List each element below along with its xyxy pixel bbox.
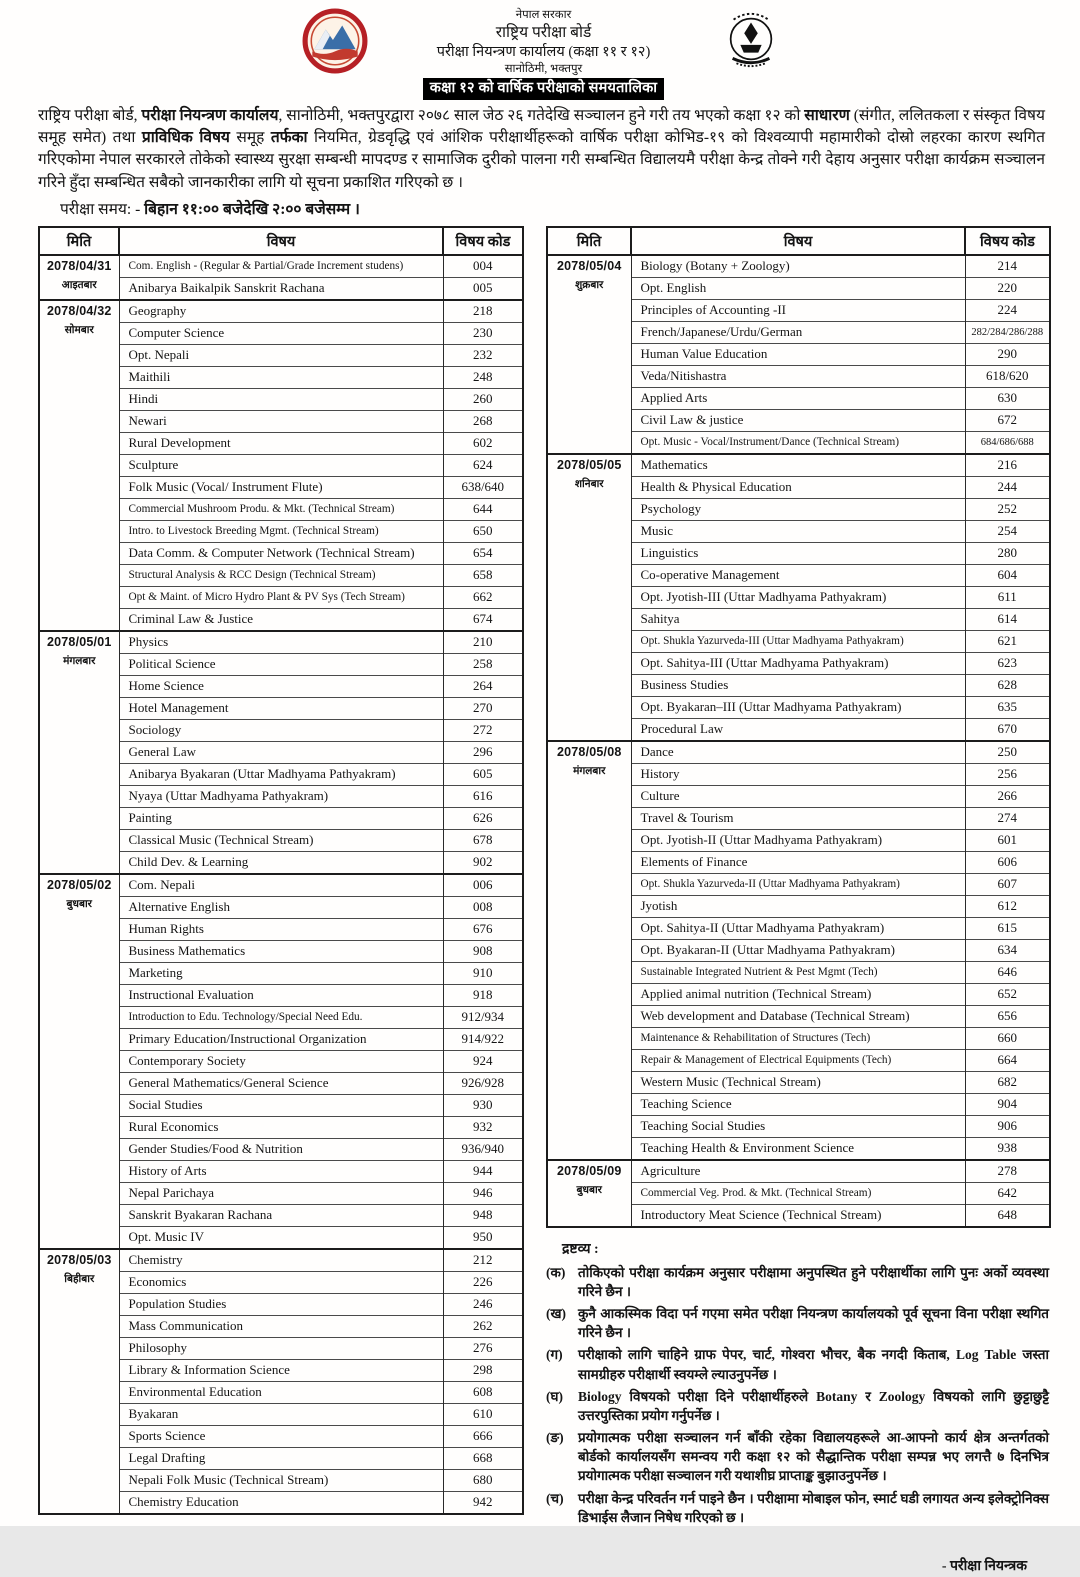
notes-list xyxy=(546,1263,1049,1527)
subject-cell: Instructional Evaluation xyxy=(119,984,443,1006)
neb-logo-icon xyxy=(302,8,368,74)
note-item xyxy=(546,1263,1049,1301)
subject-code-cell: 646 xyxy=(965,961,1050,983)
subject-code-cell: 214 xyxy=(965,255,1050,278)
subject-cell: Health & Physical Education xyxy=(631,476,965,498)
subject-code-cell: 258 xyxy=(443,653,523,675)
subject-code-cell: 610 xyxy=(443,1403,523,1425)
subject-code-cell: 624 xyxy=(443,454,523,476)
subject-cell: Criminal Law & Justice xyxy=(119,608,443,631)
table-row xyxy=(39,300,523,323)
note-label: (ग) xyxy=(546,1347,563,1363)
subject-code-cell: 601 xyxy=(965,829,1050,851)
subject-cell: Data Comm. & Computer Network (Technical Stream) xyxy=(119,542,443,564)
intro-bold-segment: प्राविधिक विषय xyxy=(141,129,230,147)
subject-cell: Gender Studies/Food & Nutrition xyxy=(119,1138,443,1160)
subject-cell: Opt. Sahitya-II (Uttar Madhyama Pathyakram) xyxy=(631,917,965,939)
subject-cell: Sculpture xyxy=(119,454,443,476)
note-text: प्रयोगात्मक परीक्षा सञ्चालन गर्न बाँकी रहेका विद्यालयहरूले आ-आफ्नो कार्य क्षेत्र अन्तर्गतको बोर्डको कार्यालयसँग समन्वय गरी कक्षा १२ को सैद्धान्तिक परीक्षा सम्पन्न भए लगत्तै ७ दिनभित्र प्रयोगात्मक परीक्षा सञ्चालन गरी यथाशीघ्र प्राप्ताङ्क बुझाउनुपर्नेछ । xyxy=(578,1430,1049,1484)
date-header: मिति xyxy=(39,227,119,255)
code-header: विषय कोड xyxy=(965,227,1050,255)
subject-code-cell: 230 xyxy=(443,322,523,344)
table-row xyxy=(547,1160,1050,1183)
note-text: कुनै आकस्मिक विदा पर्न गएमा समेत परीक्षा नियन्त्रण कार्यालयको पूर्व सूचना विना परीक्षा स्थगित गरिने छैन । xyxy=(578,1306,1049,1341)
subject-cell: Newari xyxy=(119,410,443,432)
exam-date: 2078/04/32 xyxy=(46,303,112,318)
exam-time-label: परीक्षा समय: - xyxy=(60,200,141,218)
subject-cell: Rural Economics xyxy=(119,1116,443,1138)
govt-emblem-icon xyxy=(720,8,782,70)
subject-code-cell: 906 xyxy=(965,1115,1050,1137)
subject-code-cell: 623 xyxy=(965,652,1050,674)
subject-cell: Commercial Veg. Prod. & Mkt. (Technical Stream) xyxy=(631,1182,965,1204)
subject-code-cell: 642 xyxy=(965,1182,1050,1204)
intro-paragraph xyxy=(38,105,1045,194)
subject-cell: Opt. Music IV xyxy=(119,1226,443,1249)
subject-code-cell: 614 xyxy=(965,608,1050,630)
subject-cell: Structural Analysis & RCC Design (Technical Stream) xyxy=(119,564,443,586)
subject-code-cell: 948 xyxy=(443,1204,523,1226)
subject-cell: Teaching Social Studies xyxy=(631,1115,965,1137)
subject-code-cell: 680 xyxy=(443,1469,523,1491)
table-header-row xyxy=(547,227,1050,255)
exam-time-line xyxy=(60,197,1045,219)
subject-code-cell: 936/940 xyxy=(443,1138,523,1160)
exam-weekday: आइतबार xyxy=(61,278,97,291)
subject-code-cell: 254 xyxy=(965,520,1050,542)
note-item xyxy=(546,1489,1049,1527)
subject-code-cell: 006 xyxy=(443,874,523,897)
subject-code-cell: 668 xyxy=(443,1447,523,1469)
table-row xyxy=(547,741,1050,764)
subject-cell: Alternative English xyxy=(119,896,443,918)
subject-code-cell: 666 xyxy=(443,1425,523,1447)
exam-weekday: शुक्रबार xyxy=(575,278,604,291)
note-label: (क) xyxy=(546,1264,566,1280)
subject-code-cell: 910 xyxy=(443,962,523,984)
subject-code-cell: 914/922 xyxy=(443,1028,523,1050)
subject-cell: Business Studies xyxy=(631,674,965,696)
subject-code-cell: 244 xyxy=(965,476,1050,498)
subject-cell: Population Studies xyxy=(119,1293,443,1315)
note-item xyxy=(546,1428,1049,1485)
note-text: तोकिएको परीक्षा कार्यक्रम अनुसार परीक्षामा अनुपस्थित हुने परीक्षार्थीका लागि पुनः अर्को व्यवस्था गरिने छैन । xyxy=(578,1264,1049,1299)
subject-cell: Business Mathematics xyxy=(119,940,443,962)
subject-code-cell: 621 xyxy=(965,630,1050,652)
code-header: विषय कोड xyxy=(443,227,523,255)
subject-cell: Com. English - (Regular & Partial/Grade Increment studens) xyxy=(119,255,443,278)
subject-code-cell: 611 xyxy=(965,586,1050,608)
subject-code-cell: 670 xyxy=(965,718,1050,741)
intro-bold-segment: परीक्षा नियन्त्रण कार्यालय xyxy=(141,106,279,124)
subject-code-cell: 282/284/286/288 xyxy=(965,321,1050,343)
subject-cell: Folk Music (Vocal/ Instrument Flute) xyxy=(119,476,443,498)
date-cell xyxy=(39,631,119,874)
subject-cell: Civil Law & justice xyxy=(631,409,965,431)
subject-cell: Dance xyxy=(631,741,965,764)
subject-code-cell: 226 xyxy=(443,1271,523,1293)
subject-header: विषय xyxy=(119,227,443,255)
subject-code-cell: 946 xyxy=(443,1182,523,1204)
subject-code-cell: 218 xyxy=(443,300,523,323)
subject-cell: Principles of Accounting -II xyxy=(631,299,965,321)
subject-code-cell: 274 xyxy=(965,807,1050,829)
subject-cell: Co-operative Management xyxy=(631,564,965,586)
exam-date: 2078/05/05 xyxy=(556,457,622,472)
subject-cell: Opt & Maint. of Micro Hydro Plant & PV Sys (Tech Stream) xyxy=(119,586,443,608)
subject-code-cell: 262 xyxy=(443,1315,523,1337)
subject-code-cell: 608 xyxy=(443,1381,523,1403)
subject-code-cell: 248 xyxy=(443,366,523,388)
notes-title: द्रष्टव्य : xyxy=(562,1241,599,1257)
subject-cell: Intro. to Livestock Breeding Mgmt. (Technical Stream) xyxy=(119,520,443,542)
subject-cell: Hindi xyxy=(119,388,443,410)
exam-weekday: मंगलबार xyxy=(63,654,96,667)
subject-code-cell: 618/620 xyxy=(965,365,1050,387)
subject-code-cell: 628 xyxy=(965,674,1050,696)
subject-cell: Political Science xyxy=(119,653,443,675)
schedule-tables xyxy=(38,226,1049,1577)
date-cell xyxy=(39,1249,119,1514)
office-address: सानोठिमी, भक्तपुर xyxy=(504,62,583,75)
note-label: (च) xyxy=(546,1490,564,1506)
subject-cell: Anibarya Byakaran (Uttar Madhyama Pathyakram) xyxy=(119,763,443,785)
intro-segment: नियमित, ग्रेडवृद्धि एवं आंशिक परीक्षार्थीहरूको वार्षिक परीक्षा कोभिड-१९ को विश्वव्यापी महामारीको दोस्रो लहरका कारण स्थगित गरिएकोमा नेपाल सरकारले तोकेको स्वास्थ्य सुरक्षा सम्बन्धी मापदण्ड र सामाजिक दुरीको पालना गरी सम्बन्धित विद्यालयमै परीक्षा केन्द्र तोक्ने गरी देहाय अनुसार परीक्षा कार्यक्रम सञ्चालन गरिने हुँदा सम्बन्धित सबैको जानकारीका लागि यो सूचना प्रकाशित गरिएको छ । xyxy=(38,129,1045,191)
note-text: Biology विषयको परीक्षा दिने परीक्षार्थीहरुले Botany र Zoology विषयको लागि छुट्टाछुट्टै उत्तरपुस्तिका प्रयोग गर्नुपर्नेछ । xyxy=(578,1388,1049,1423)
subject-cell: Byakaran xyxy=(119,1403,443,1425)
subject-cell: Child Dev. & Learning xyxy=(119,851,443,874)
subject-cell: Opt. Nepali xyxy=(119,344,443,366)
subject-header: विषय xyxy=(631,227,965,255)
subject-code-cell: 612 xyxy=(965,895,1050,917)
subject-cell: Agriculture xyxy=(631,1160,965,1183)
subject-code-cell: 260 xyxy=(443,388,523,410)
header-text-block xyxy=(394,8,694,100)
subject-code-cell: 266 xyxy=(965,785,1050,807)
subject-code-cell: 638/640 xyxy=(443,476,523,498)
subject-cell: Contemporary Society xyxy=(119,1050,443,1072)
note-item xyxy=(546,1304,1049,1342)
subject-code-cell: 678 xyxy=(443,829,523,851)
nepal-government-emblem xyxy=(720,8,782,75)
subject-cell: Environmental Education xyxy=(119,1381,443,1403)
subject-cell: Opt. Jyotish-III (Uttar Madhyama Pathyakram) xyxy=(631,586,965,608)
subject-code-cell: 944 xyxy=(443,1160,523,1182)
exam-weekday: सोमबार xyxy=(64,323,94,336)
exam-date: 2078/05/02 xyxy=(46,877,112,892)
date-header: मिति xyxy=(547,227,631,255)
subject-code-cell: 212 xyxy=(443,1249,523,1272)
date-cell xyxy=(547,741,631,1160)
subject-cell: Mathematics xyxy=(631,454,965,477)
exam-date: 2078/04/31 xyxy=(46,258,112,273)
subject-cell: Opt. Jyotish-II (Uttar Madhyama Pathyakram) xyxy=(631,829,965,851)
table-header-row xyxy=(39,227,523,255)
subject-code-cell: 918 xyxy=(443,984,523,1006)
subject-cell: General Mathematics/General Science xyxy=(119,1072,443,1094)
office-name: परीक्षा नियन्त्रण कार्यालय (कक्षा ११ र १२) xyxy=(436,44,651,61)
subject-cell: Western Music (Technical Stream) xyxy=(631,1071,965,1093)
subject-cell: Physics xyxy=(119,631,443,654)
subject-code-cell: 232 xyxy=(443,344,523,366)
subject-cell: Procedural Law xyxy=(631,718,965,741)
subject-code-cell: 272 xyxy=(443,719,523,741)
subject-cell: Elements of Finance xyxy=(631,851,965,873)
subject-code-cell: 644 xyxy=(443,498,523,520)
subject-cell: Opt. English xyxy=(631,277,965,299)
subject-cell: Hotel Management xyxy=(119,697,443,719)
subject-code-cell: 672 xyxy=(965,409,1050,431)
subject-code-cell: 930 xyxy=(443,1094,523,1116)
subject-cell: Sociology xyxy=(119,719,443,741)
intro-segment: , सानोठिमी, भक्तपुरद्वारा २०७८ साल जेठ २६ गतेदेखि सञ्चालन हुने गरी तय भएको कक्षा १२ को xyxy=(278,106,805,124)
table-row xyxy=(547,255,1050,278)
subject-cell: Computer Science xyxy=(119,322,443,344)
exam-weekday: मंगलबार xyxy=(573,764,606,777)
subject-cell: Music xyxy=(631,520,965,542)
note-text: परीक्षा केन्द्र परिवर्तन गर्न पाइने छैन । परीक्षामा मोबाइल फोन, स्मार्ट घडी लगायत अन्य इलेक्ट्रोनिक्स डिभाईस लैजान निषेध गरिएको छ । xyxy=(578,1490,1049,1525)
subject-code-cell: 270 xyxy=(443,697,523,719)
note-label: (घ) xyxy=(546,1388,563,1404)
right-column xyxy=(546,226,1049,1577)
subject-cell: Psychology xyxy=(631,498,965,520)
subject-cell: Opt. Byakaran–III (Uttar Madhyama Pathyakram) xyxy=(631,696,965,718)
subject-cell: Introductory Meat Science (Technical Stream) xyxy=(631,1204,965,1227)
note-item xyxy=(546,1387,1049,1425)
subject-code-cell: 004 xyxy=(443,255,523,278)
subject-cell: Maithili xyxy=(119,366,443,388)
subject-cell: General Law xyxy=(119,741,443,763)
subject-cell: Human Rights xyxy=(119,918,443,940)
subject-code-cell: 602 xyxy=(443,432,523,454)
subject-cell: Anibarya Baikalpik Sanskrit Rachana xyxy=(119,277,443,300)
subject-cell: Linguistics xyxy=(631,542,965,564)
subject-code-cell: 650 xyxy=(443,520,523,542)
intro-segment: (संगीत, ललितकला र संस्कृत विषय समूह समेत) तथा xyxy=(38,106,1045,147)
subject-cell: Painting xyxy=(119,807,443,829)
subject-cell: Philosophy xyxy=(119,1337,443,1359)
subject-code-cell: 950 xyxy=(443,1226,523,1249)
date-cell xyxy=(39,874,119,1249)
subject-cell: Library & Information Science xyxy=(119,1359,443,1381)
subject-cell: Opt. Byakaran-II (Uttar Madhyama Pathyakram) xyxy=(631,939,965,961)
exam-weekday: बुधबार xyxy=(576,1183,602,1196)
subject-code-cell: 684/686/688 xyxy=(965,431,1050,454)
subject-code-cell: 005 xyxy=(443,277,523,300)
subject-cell: History xyxy=(631,763,965,785)
exam-weekday: शनिबार xyxy=(574,477,604,490)
subject-cell: Sanskrit Byakaran Rachana xyxy=(119,1204,443,1226)
subject-code-cell: 276 xyxy=(443,1337,523,1359)
subject-code-cell: 902 xyxy=(443,851,523,874)
right-schedule-table xyxy=(546,226,1051,1228)
subject-code-cell: 604 xyxy=(965,564,1050,586)
note-text: परीक्षाको लागि चाहिने ग्राफ पेपर, चार्ट, गोश्वरा भौचर, बैक नगदी किताब, Log Table जस्ता सामग्रीहरु परीक्षार्थी स्वयम्ले ल्याउनुपर्नेछ । xyxy=(578,1347,1049,1382)
subject-cell: Economics xyxy=(119,1271,443,1293)
subject-code-cell: 942 xyxy=(443,1491,523,1514)
schedule-title-banner: कक्षा १२ को वार्षिक परीक्षाको समयतालिका xyxy=(423,78,664,100)
subject-code-cell: 660 xyxy=(965,1027,1050,1049)
subject-code-cell: 682 xyxy=(965,1071,1050,1093)
subject-code-cell: 252 xyxy=(965,498,1050,520)
subject-code-cell: 605 xyxy=(443,763,523,785)
exam-weekday: बुधबार xyxy=(66,897,92,910)
subject-cell: Maintenance & Rehabilitation of Structures (Tech) xyxy=(631,1027,965,1049)
subject-code-cell: 290 xyxy=(965,343,1050,365)
subject-cell: Home Science xyxy=(119,675,443,697)
note-label: (ख) xyxy=(546,1306,567,1322)
subject-code-cell: 912/934 xyxy=(443,1006,523,1028)
subject-code-cell: 635 xyxy=(965,696,1050,718)
subject-cell: Culture xyxy=(631,785,965,807)
subject-cell: Classical Music (Technical Stream) xyxy=(119,829,443,851)
table-row xyxy=(39,874,523,897)
exam-date: 2078/05/03 xyxy=(46,1252,112,1267)
subject-cell: Geography xyxy=(119,300,443,323)
exam-date: 2078/05/09 xyxy=(556,1163,622,1178)
subject-cell: Opt. Music - Vocal/Instrument/Dance (Technical Stream) xyxy=(631,431,965,454)
subject-code-cell: 008 xyxy=(443,896,523,918)
subject-code-cell: 926/928 xyxy=(443,1072,523,1094)
subject-cell: Nepal Parichaya xyxy=(119,1182,443,1204)
date-cell xyxy=(547,454,631,741)
exam-date: 2078/05/08 xyxy=(556,744,622,759)
subject-cell: Sustainable Integrated Nutrient & Pest Mgmt (Tech) xyxy=(631,961,965,983)
subject-cell: History of Arts xyxy=(119,1160,443,1182)
date-cell xyxy=(39,255,119,300)
subject-code-cell: 626 xyxy=(443,807,523,829)
subject-cell: Nepali Folk Music (Technical Stream) xyxy=(119,1469,443,1491)
subject-code-cell: 658 xyxy=(443,564,523,586)
subject-code-cell: 662 xyxy=(443,586,523,608)
subject-cell: Legal Drafting xyxy=(119,1447,443,1469)
subject-code-cell: 280 xyxy=(965,542,1050,564)
subject-code-cell: 908 xyxy=(443,940,523,962)
intro-bold-segment: साधारण xyxy=(804,106,850,124)
subject-cell: French/Japanese/Urdu/German xyxy=(631,321,965,343)
subject-cell: Sports Science xyxy=(119,1425,443,1447)
subject-code-cell: 664 xyxy=(965,1049,1050,1071)
subject-code-cell: 615 xyxy=(965,917,1050,939)
subject-code-cell: 256 xyxy=(965,763,1050,785)
subject-cell: Repair & Management of Electrical Equipments (Tech) xyxy=(631,1049,965,1071)
subject-code-cell: 250 xyxy=(965,741,1050,764)
subject-code-cell: 220 xyxy=(965,277,1050,299)
subject-cell: Applied animal nutrition (Technical Stream) xyxy=(631,983,965,1005)
subject-cell: Teaching Science xyxy=(631,1093,965,1115)
note-label: (ङ) xyxy=(546,1430,564,1446)
date-cell xyxy=(547,255,631,454)
note-item xyxy=(546,1345,1049,1383)
subject-code-cell: 296 xyxy=(443,741,523,763)
subject-code-cell: 630 xyxy=(965,387,1050,409)
subject-cell: Opt. Shukla Yazurveda-III (Uttar Madhyama Pathyakram) xyxy=(631,630,965,652)
subject-code-cell: 656 xyxy=(965,1005,1050,1027)
subject-code-cell: 932 xyxy=(443,1116,523,1138)
subject-code-cell: 674 xyxy=(443,608,523,631)
date-cell xyxy=(547,1160,631,1227)
signature: - परीक्षा नियन्त्रक xyxy=(941,1558,1027,1574)
subject-cell: Social Studies xyxy=(119,1094,443,1116)
subject-code-cell: 224 xyxy=(965,299,1050,321)
subject-cell: Rural Development xyxy=(119,432,443,454)
subject-cell: Introduction to Edu. Technology/Special Need Edu. xyxy=(119,1006,443,1028)
subject-code-cell: 634 xyxy=(965,939,1050,961)
exam-time-value: बिहान ११:०० बजेदेखि २:०० बजेसम्म । xyxy=(144,200,360,218)
table-row xyxy=(39,631,523,654)
exam-date: 2078/05/01 xyxy=(46,634,112,649)
subject-cell: Human Value Education xyxy=(631,343,965,365)
subject-code-cell: 298 xyxy=(443,1359,523,1381)
subject-code-cell: 216 xyxy=(965,454,1050,477)
subject-cell: Jyotish xyxy=(631,895,965,917)
subject-cell: Chemistry Education xyxy=(119,1491,443,1514)
subject-cell: Teaching Health & Environment Science xyxy=(631,1137,965,1160)
date-cell xyxy=(39,300,119,631)
neb-board-logo xyxy=(302,8,368,79)
subject-cell: Mass Communication xyxy=(119,1315,443,1337)
subject-code-cell: 904 xyxy=(965,1093,1050,1115)
intro-bold-segment: तर्फका xyxy=(270,129,308,147)
subject-code-cell: 676 xyxy=(443,918,523,940)
subject-code-cell: 246 xyxy=(443,1293,523,1315)
subject-code-cell: 938 xyxy=(965,1137,1050,1160)
subject-code-cell: 607 xyxy=(965,873,1050,895)
intro-segment: राष्ट्रिय परीक्षा बोर्ड, xyxy=(38,106,142,124)
subject-cell: Chemistry xyxy=(119,1249,443,1272)
subject-code-cell: 648 xyxy=(965,1204,1050,1227)
subject-cell: Marketing xyxy=(119,962,443,984)
subject-code-cell: 652 xyxy=(965,983,1050,1005)
subject-code-cell: 616 xyxy=(443,785,523,807)
government-line: नेपाल सरकार xyxy=(515,9,572,21)
subject-code-cell: 606 xyxy=(965,851,1050,873)
subject-code-cell: 924 xyxy=(443,1050,523,1072)
subject-cell: Primary Education/Instructional Organization xyxy=(119,1028,443,1050)
subject-cell: Biology (Botany + Zoology) xyxy=(631,255,965,278)
subject-code-cell: 278 xyxy=(965,1160,1050,1183)
left-schedule-table xyxy=(38,226,524,1515)
subject-cell: Veda/Nitishastra xyxy=(631,365,965,387)
subject-code-cell: 210 xyxy=(443,631,523,654)
exam-date: 2078/05/04 xyxy=(556,258,622,273)
table-row xyxy=(39,255,523,278)
document-header xyxy=(38,8,1045,100)
subject-cell: Opt. Shukla Yazurveda-II (Uttar Madhyama Pathyakram) xyxy=(631,873,965,895)
subject-cell: Applied Arts xyxy=(631,387,965,409)
subject-cell: Nyaya (Uttar Madhyama Pathyakram) xyxy=(119,785,443,807)
subject-cell: Opt. Sahitya-III (Uttar Madhyama Pathyakram) xyxy=(631,652,965,674)
subject-cell: Com. Nepali xyxy=(119,874,443,897)
intro-segment: समूह xyxy=(229,129,271,147)
exam-weekday: बिहीबार xyxy=(64,1272,95,1285)
notes-section xyxy=(546,1240,1049,1577)
table-row xyxy=(547,454,1050,477)
board-name: राष्ट्रिय परीक्षा बोर्ड xyxy=(495,23,592,41)
table-row xyxy=(39,1249,523,1272)
subject-code-cell: 654 xyxy=(443,542,523,564)
subject-cell: Web development and Database (Technical Stream) xyxy=(631,1005,965,1027)
subject-code-cell: 268 xyxy=(443,410,523,432)
subject-cell: Travel & Tourism xyxy=(631,807,965,829)
subject-code-cell: 264 xyxy=(443,675,523,697)
subject-cell: Commercial Mushroom Produ. & Mkt. (Technical Stream) xyxy=(119,498,443,520)
subject-cell: Sahitya xyxy=(631,608,965,630)
